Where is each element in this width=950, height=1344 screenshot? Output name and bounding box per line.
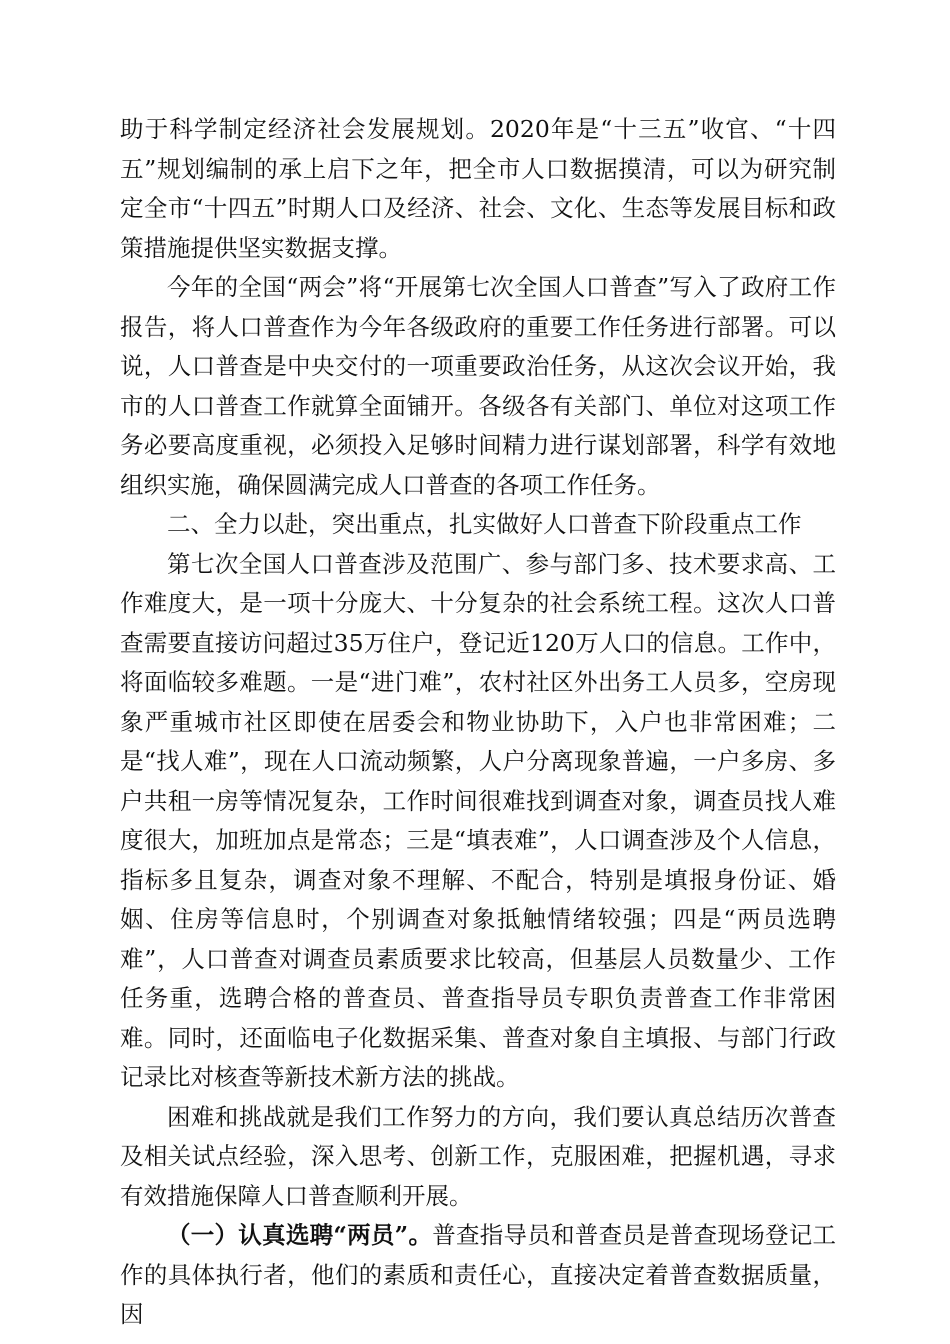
paragraph-challenges: 困难和挑战就是我们工作努力的方向，我们要认真总结历次普查及相关试点经验，深入思考、创新工作，克服困难，把握机遇，寻求有效措施保障人口普查顺利开展。 xyxy=(120,1102,836,1210)
subheading-recruit-two-staff: （一）认真选聘“两员”。 xyxy=(167,1221,433,1249)
paragraph-difficulties: 第七次全国人口普查涉及范围广、参与部门多、技术要求高、工作难度大，是一项十分庞大、十分复杂的社会系统工程。这次人口普查需要直接访问超过35万住户，登记近120万人口的信息。工作中，将面临较多难题。一是“进门难”，农村社区外出务工人员多，空房现象严重城市社区即使在居委会和物业协助下，入户也非常困难；二是“找人难”，现在人口流动频繁，人户分离现象普遍，一户多房、多户共租一房等情况复杂，工作时间很难找到调查对象，调查员找人难度很大，加班加点是常态；三是“填表难”，人口调查涉及个人信息，指标多且复杂，调查对象不理解、不配合，特别是填报身份证、婚姻、住房等信息时，个别调查对象抵触情绪较强；四是“两员选聘难”，人口普查对调查员素质要求比较高，但基层人员数量少、工作任务重，选聘合格的普查员、普查指导员专职负责普查工作非常困难。同时，还面临电子化数据采集、普查对象自主填报、与部门行政记录比对核查等新技术新方法的挑战。 xyxy=(120,549,836,1091)
paragraph-recruit-staff-body: 普查指导员和普查员是普查现场登记工作的具体执行者，他们的素质和责任心，直接决定着普查数据质量，因 xyxy=(120,1221,836,1328)
document-page xyxy=(120,110,836,1335)
section-heading-key-work: 二、全力以赴，突出重点，扎实做好人口普查下阶段重点工作 xyxy=(167,510,802,538)
paragraph-recruit-staff xyxy=(120,1216,836,1335)
paragraph-continuation-planning: 助于科学制定经济社会发展规划。2020年是“十三五”收官、“十四五”规划编制的承上启下之年，把全市人口数据摸清，可以为研究制定全市“十四五”时期人口及经济、社会、文化、生态等发展目标和政策措施提供坚实数据支撑。 xyxy=(120,115,836,262)
paragraph-two-sessions: 今年的全国“两会”将“开展第七次全国人口普查”写入了政府工作报告，将人口普查作为今年各级政府的重要工作任务进行部署。可以说，人口普查是中央交付的一项重要政治任务，从这次会议开始，我市的人口普查工作就算全面铺开。各级各有关部门、单位对这项工作务必要高度重视，必须投入足够时间精力进行谋划部署，科学有效地组织实施，确保圆满完成人口普查的各项工作任务。 xyxy=(120,273,836,499)
